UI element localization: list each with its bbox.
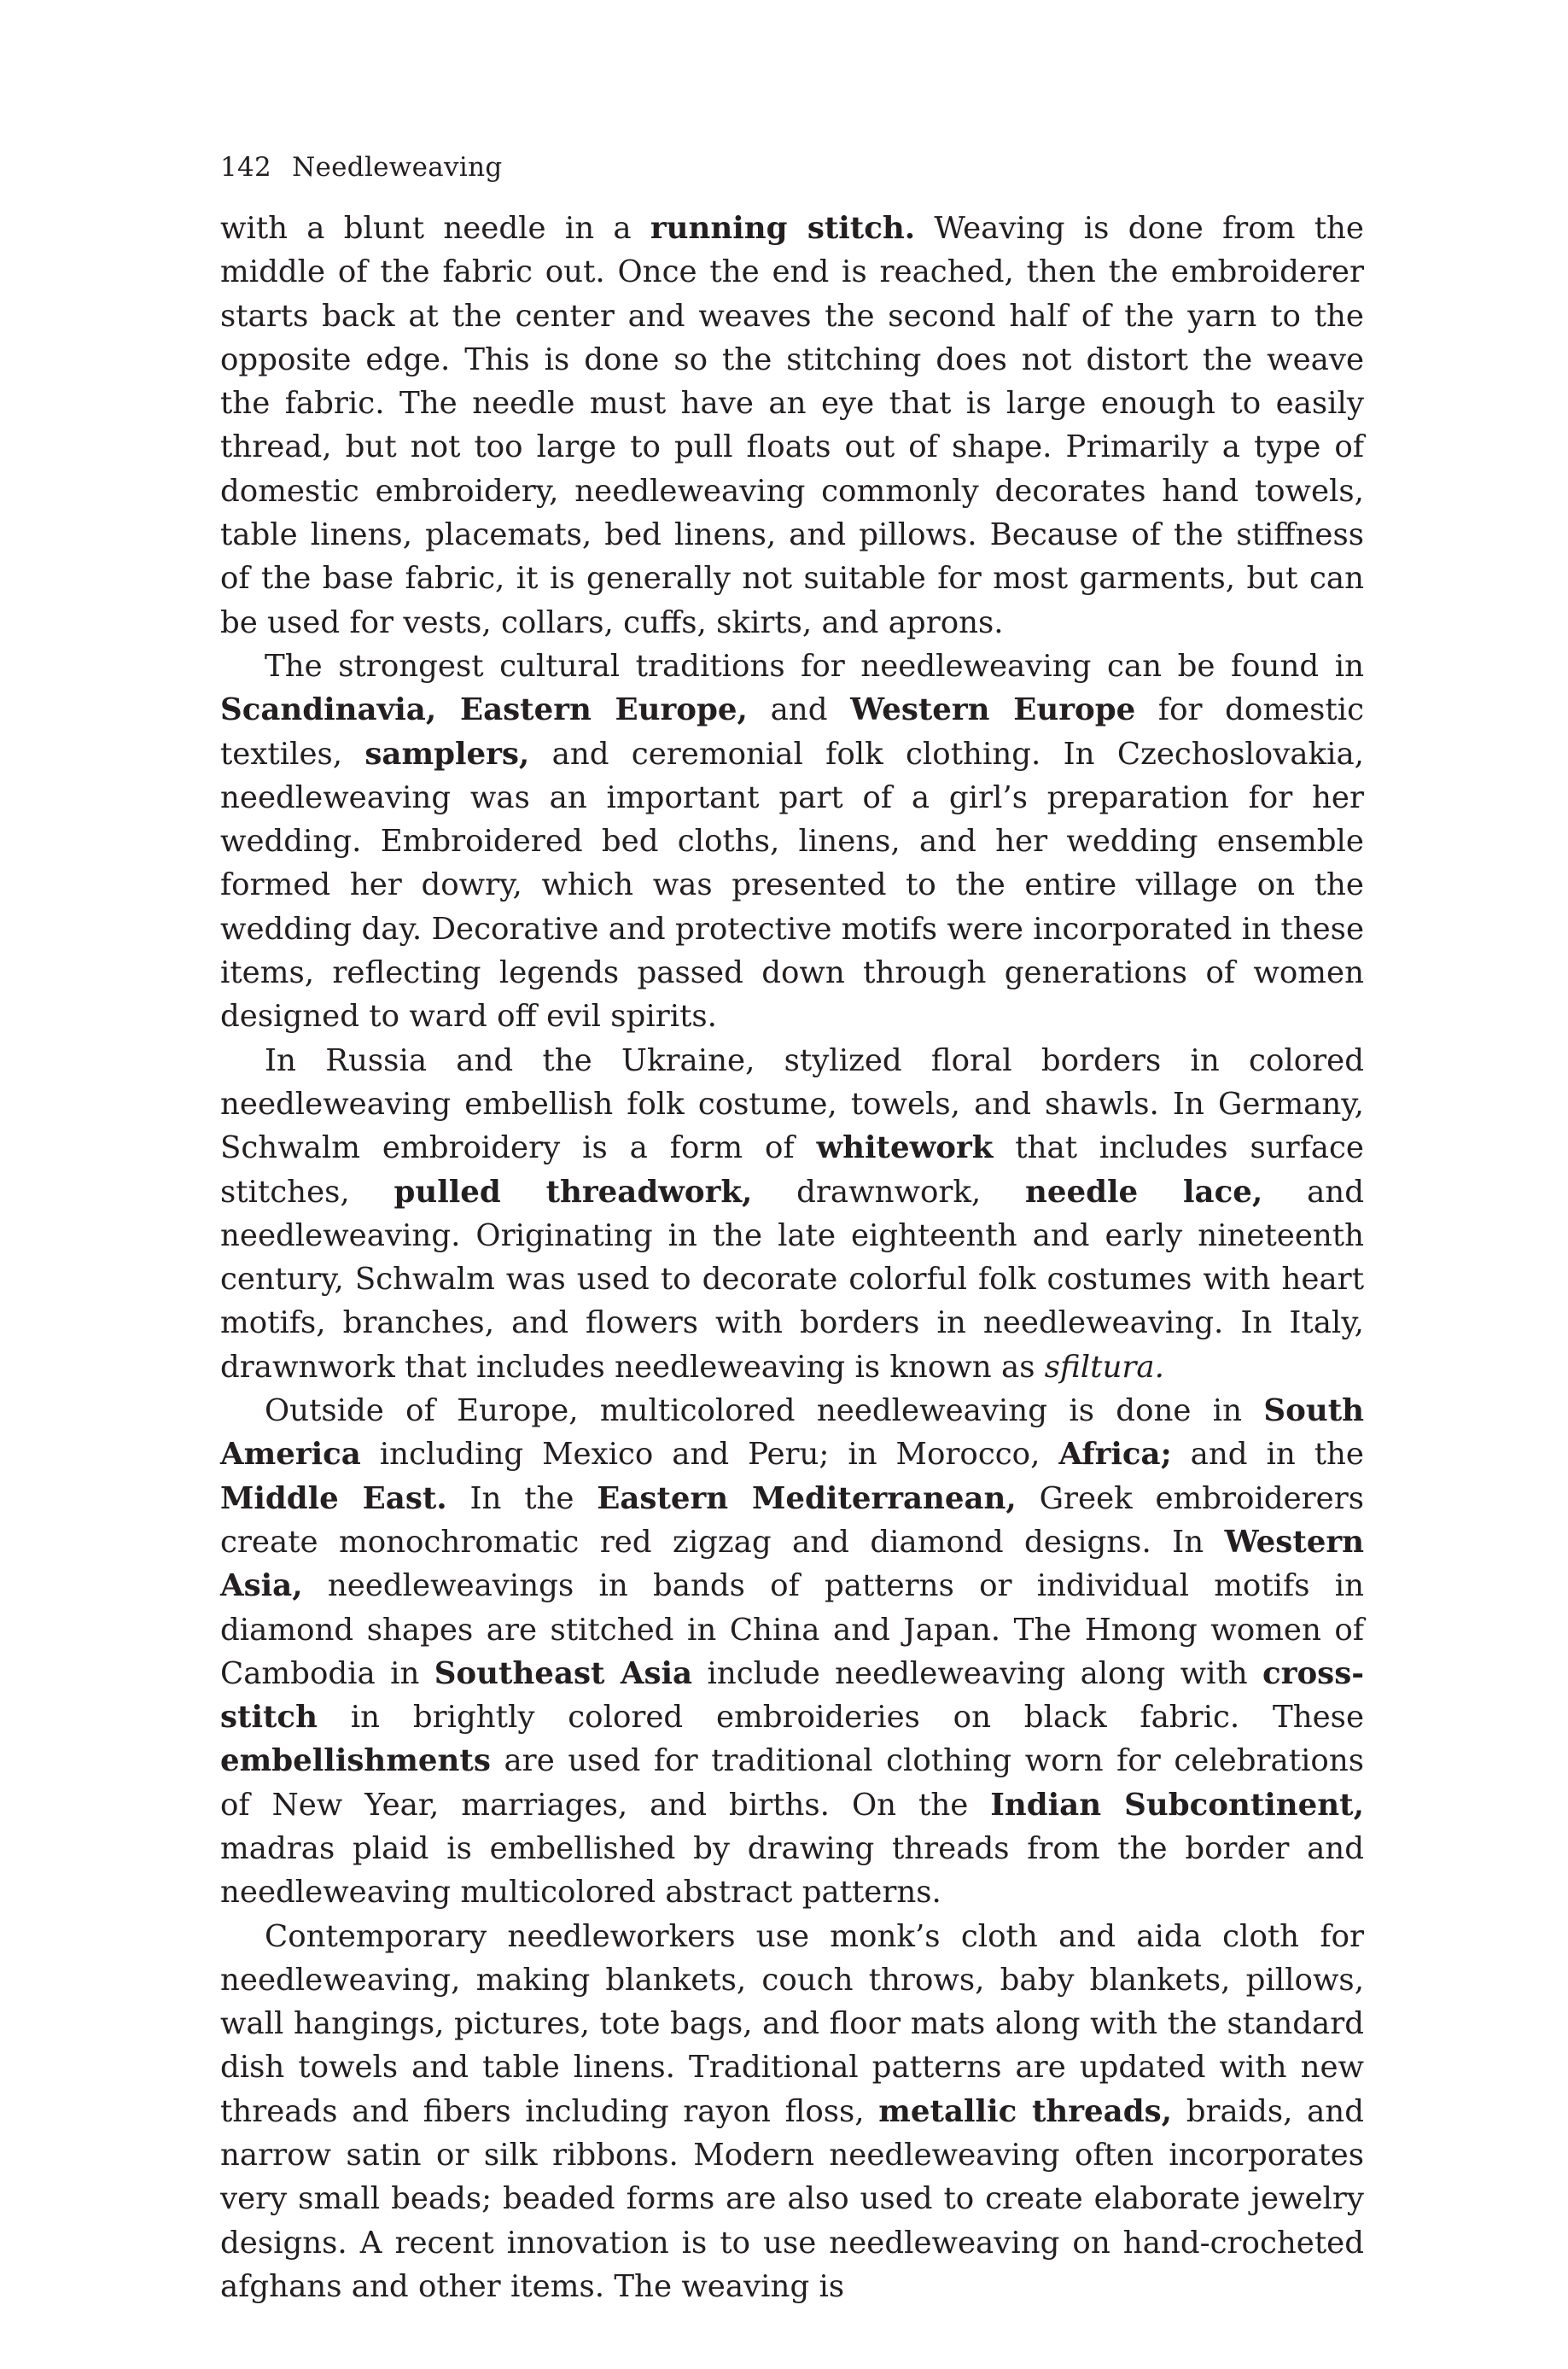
text-run: Greek embroiderers create monochromatic red zigzag and diamond designs. In [220, 1480, 1365, 1560]
paragraph [220, 645, 1364, 1039]
bold-term: Western Europe [850, 692, 1136, 728]
text-run: and ceremonial folk clothing. In Czechoslovakia, needleweaving was an important part of a girl’s preparation for her wedding. Embroidered bed cloths, linens, and her wedding ensemble formed her dowry, which was presented to the entire village on the wedding day. Decorative and protective motifs were incorporated in these items, reflecting legends passed down through generations of women designed to ward off evil spirits. [220, 736, 1364, 1035]
text-run: Contemporary needleworkers use monk’s cloth and aida cloth for needleweaving, making blankets, couch throws, baby blankets, pillows, wall hangings, pictures, tote bags, and floor mats along with the standard dish towels and table linens. Traditional patterns are updated with new threads and fibers including rayon floss, [220, 1918, 1364, 2129]
italic-term: sfiltura. [1044, 1349, 1164, 1385]
text-run: in brightly colored embroideries on black fabric. These [317, 1700, 1364, 1736]
text-run: drawnwork, [752, 1174, 1026, 1210]
running-head [220, 150, 1364, 184]
text-run: are used for traditional clothing worn for celebrations of New Year, marriages, and births. On the [220, 1743, 1364, 1823]
bold-term: Scandinavia, Eastern Europe, [220, 692, 748, 728]
text-run: The strongest cultural traditions for needleweaving can be found in [265, 648, 1364, 684]
paragraph [220, 1915, 1364, 2309]
text-run: include needleweaving along with [692, 1655, 1263, 1691]
bold-term: Indian Subcontinent, [990, 1787, 1364, 1823]
text-run: Outside of Europe, multicolored needleweaving is done in [265, 1393, 1264, 1429]
bold-term: Western Asia, [220, 1524, 1364, 1604]
bold-term: Middle East. [220, 1480, 447, 1516]
bold-term: metallic threads, [878, 2093, 1173, 2129]
bold-term: pulled threadwork, [393, 1174, 753, 1210]
bold-term: Southeast Asia [434, 1655, 693, 1691]
bold-term: cross-stitch [220, 1655, 1364, 1736]
text-run: and [747, 692, 851, 728]
bold-term: South America [220, 1393, 1364, 1473]
text-run: with a blunt needle in a [220, 211, 650, 246]
text-run: In the [446, 1480, 597, 1516]
text-run: for domestic textiles, [220, 692, 1364, 772]
text-run: and needleweaving. Originating in the late eighteenth and early nineteenth century, Schwalm was used to decorate colorful folk costumes with heart motifs, branches, and flowers with borders in needleweaving. In Italy, drawnwork that includes needleweaving is known as [220, 1174, 1364, 1385]
text-run: Weaving is done from the middle of the fabric out. Once the end is reached, then the embroiderer starts back at the center and weaves the second half of the yarn to the opposite edge. This is done so the stitching does not distort the weave the fabric. The needle must have an eye that is large enough to easily thread, but not too large to pull floats out of shape. Primarily a type of domestic embroidery, needleweaving commonly decorates hand towels, table linens, placemats, bed linens, and pillows. Because of the stiffness of the base fabric, it is generally not suitable for most garments, but can be used for vests, collars, cuffs, skirts, and aprons. [220, 211, 1364, 640]
bold-term: embellishments [220, 1743, 491, 1779]
text-run: braids, and narrow satin or silk ribbons. Modern needleweaving often incorporates very small beads; beaded forms are also used to create elaborate jewelry designs. A recent innovation is to use needleweaving on hand-crocheted afghans and other items. The weaving is [220, 2093, 1364, 2304]
text-run: that includes surface stitches, [220, 1130, 1364, 1210]
page-number: 142 [220, 152, 272, 183]
bold-term: running stitch. [650, 211, 916, 246]
body-text [220, 207, 1364, 2308]
text-run: and in the [1171, 1437, 1364, 1473]
bold-term: needle lace, [1025, 1174, 1263, 1210]
paragraph [220, 1389, 1364, 1915]
paragraph [220, 1039, 1364, 1389]
text-run: madras plaid is embellished by drawing threads from the border and needleweaving multicolored abstract patterns. [220, 1830, 1364, 1911]
bold-term: whitework [816, 1130, 994, 1166]
paragraph [220, 207, 1364, 645]
book-page [220, 150, 1364, 2308]
text-run: including Mexico and Peru; in Morocco, [360, 1437, 1059, 1473]
text-run: In Russia and the Ukraine, stylized floral borders in colored needleweaving embellish folk costume, towels, and shawls. In Germany, Schwalm embroidery is a form of [220, 1042, 1364, 1166]
bold-term: Eastern Mediterranean, [597, 1480, 1017, 1516]
text-run: needleweavings in bands of patterns or individual motifs in diamond shapes are stitched in China and Japan. The Hmong women of Cambodia in [220, 1568, 1364, 1691]
running-title: Needleweaving [292, 152, 503, 183]
bold-term: Africa; [1058, 1437, 1172, 1473]
bold-term: samplers, [364, 736, 530, 772]
